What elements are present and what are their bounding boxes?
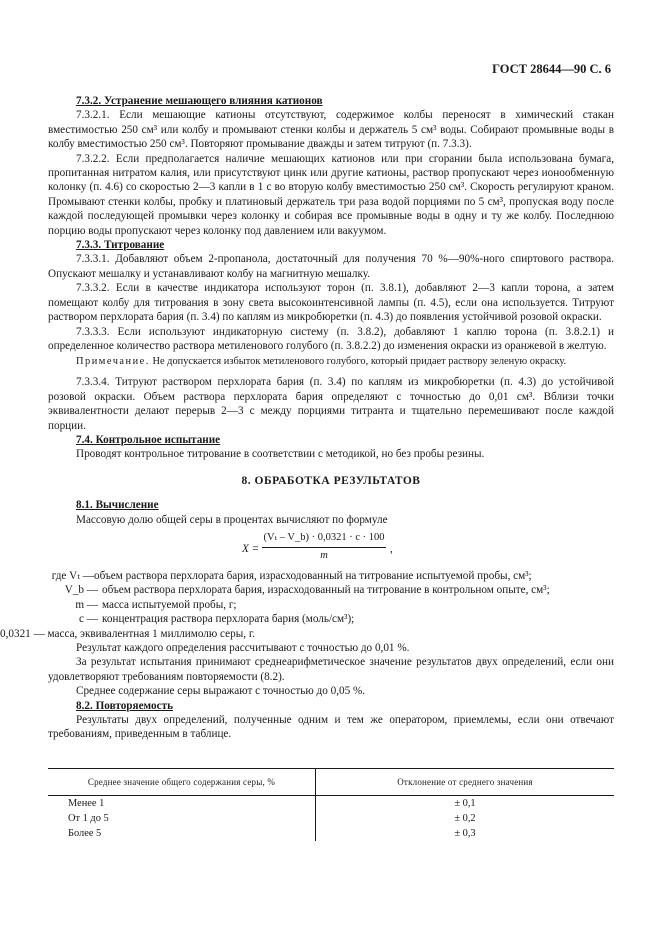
where-list: [48, 598, 614, 612]
heading-7-4: 7.4. Контрольное испытание: [76, 433, 221, 446]
formula-denominator: m: [320, 549, 328, 561]
table-header-col1: Среднее значение общего содержания серы, %: [48, 769, 316, 795]
note: [48, 355, 614, 369]
paragraph-7-3-3-3: 7.3.3.3. Если используют индикаторную систему (п. 3.8.2), добавляют 1 каплю торона (п. 3.8.2.1) и определенное количество раствора метиленового голубого (п. 3.8.2.2) до изменения окраски из оранжевой в желтую.: [48, 325, 614, 352]
heading-7-3-2: 7.3.2. Устранение мешающего влияния катионов: [76, 95, 323, 107]
note-text: Не допускается избыток метиленового голубого, который придает раствору зеленую окраску.: [152, 356, 567, 368]
formula-tail: ,: [390, 542, 393, 555]
formula-numerator: (Vₜ – V_b) · 0,0321 · c · 100: [263, 531, 385, 543]
where-key: c —: [79, 613, 98, 626]
table-header: [48, 768, 614, 796]
where-text: концентрация раствора перхлората бария (моль/см³);: [102, 613, 355, 626]
where-key: V_b —: [64, 584, 98, 597]
table-row: [48, 826, 614, 841]
table-cell-deviation: ± 0,1: [454, 798, 476, 809]
repeatability-table: [48, 768, 614, 841]
where-text: объем раствора перхлората бария, израсходованный на титрование испытуемой пробы, см³;: [94, 569, 532, 582]
paragraph-result-2: За результат испытания принимают среднеарифметическое значение результатов двух определений, если они удовлетворяют требованиям повторяемости (8.2).: [48, 656, 614, 683]
heading-8-1: 8.1. Вычисление: [76, 499, 159, 512]
where-key: где Vₜ —: [51, 569, 94, 582]
where-list: [48, 583, 614, 597]
paragraph-result-1: Результат каждого определения рассчитывают с точностью до 0,01 %.: [76, 642, 410, 654]
document-body: [0, 94, 614, 742]
fraction-bar: [262, 547, 386, 548]
table-cell-range: Более 5: [48, 826, 316, 841]
table-cell-deviation: ± 0,3: [454, 828, 476, 839]
where-text: объем раствора перхлората бария, израсходованный на титрование в контрольном опыте, см³;: [102, 584, 550, 597]
table-cell-range: От 1 до 5: [48, 811, 316, 826]
formula-lhs: X =: [242, 542, 260, 555]
paragraph-7-3-3-4: 7.3.3.4. Титруют раствором перхлората бария (п. 3.4) по каплям из микробюретки (п. 4.3) до устойчивой розовой окраски. Объем раствора перхлората бария определяют с точностью до 0,01 см³. Вблизи точки эквивалентности делают перерыв 2—3 с между порциями титранта и тщательно перемешивают после каждой порции.: [48, 376, 614, 432]
paragraph-7-3-3-2: 7.3.3.2. Если в качестве индикатора используют торон (п. 3.8.1), добавляют 2—3 капли торона, а затем помещают колбу для титрования в зону света высокоинтенсивной лампы (п. 4.5), если она используется. Титруют раствором перхлората бария (п. 3.4) по каплям из микробюретки (п. 4.3) до появления устойчивой розовой окраски.: [48, 282, 614, 324]
where-key: m —: [75, 598, 98, 611]
paragraph-7-4: Проводят контрольное титрование в соответствии с методикой, но без пробы резины.: [76, 448, 485, 461]
section-8-title: 8. ОБРАБОТКА РЕЗУЛЬТАТОВ: [241, 474, 421, 487]
paragraph-7-3-3-1: 7.3.3.1. Добавляют объем 2-пропанола, достаточный для получения 70 %—90%-ного спиртового раствора. Опускают мешалку и устанавливают колбу на магнитную мешалку.: [48, 253, 614, 280]
paragraph-result-3: Среднее содержание серы выражают с точностью до 0,05 %.: [76, 685, 366, 698]
table-row: [48, 796, 614, 811]
where-text: масса испытуемой пробы, г;: [102, 598, 237, 611]
note-label: Примечание.: [76, 356, 150, 368]
where-list: [0, 569, 614, 583]
formula: [48, 531, 614, 567]
paragraph-7-3-2-1: 7.3.2.1. Если мешающие катионы отсутствуют, содержимое колбы переносят в химический стакан вместимостью 250 см³ или колбу и промывают стенки колбы и держатель 5 см³ воды. Собирают промывные воды в колбу вместимостью 250 см³. Повторяют промывание дважды и затем титруют (п. 7.3.3).: [48, 109, 614, 151]
heading-7-3-3: 7.3.3. Титрование: [76, 239, 165, 252]
table-row: [48, 811, 614, 826]
paragraph-repeatability: Результаты двух определений, полученные одним и тем же оператором, приемлемы, если они отвечают требованиям, приведенным в таблице.: [48, 714, 614, 741]
paragraph-7-3-2-2: 7.3.2.2. Если предполагается наличие мешающих катионов или при сгорании была использована бумага, пропитанная нитратом калия, или присутствуют цинк или другие катионы, раствор пропускают через ионообменную колонку (п. 4.6) со скоростью 2—3 капли в 1 с во вторую колбу вместимостью 250 см³. Скорость регулируют краном. Промывают стенки колбы, пробку и платиновый держатель три раза водой порциями по 5 см³, пропуская воду после каждой последующей промывки через колонку и собирая все промывные воды в одну и ту же колбу. Последнюю порцию воды пропускают через колонку под давлением или вакуумом.: [48, 152, 614, 237]
table-cell-deviation: ± 0,2: [454, 813, 476, 824]
page-header: ГОСТ 28644—90 С. 6: [492, 62, 611, 76]
where-last: 0,0321 — масса, эквивалентная 1 миллимолю серы, г.: [0, 627, 255, 640]
heading-8-2: 8.2. Повторяемость: [76, 699, 173, 712]
table-header-col2: Отклонение от среднего значения: [397, 777, 533, 787]
table-cell-range: Менее 1: [48, 796, 316, 811]
where-list: [48, 612, 614, 626]
paragraph-formula-intro: Массовую долю общей серы в процентах вычисляют по формуле: [76, 513, 388, 526]
